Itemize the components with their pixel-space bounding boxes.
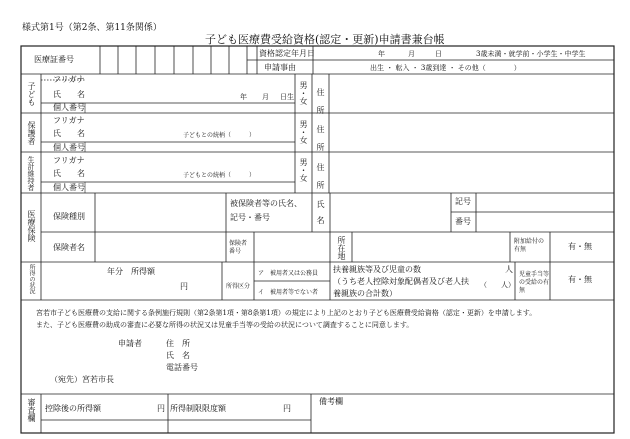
- income-limit-yen: 円: [283, 404, 291, 413]
- qual-date-label: 資格認定年月日: [259, 49, 315, 58]
- remarks-label: 備考欄: [319, 397, 343, 406]
- dependents-line2: （うち老人控除対象配偶者及び老人扶: [333, 277, 469, 286]
- child-id-label: 個人番号: [53, 103, 85, 112]
- maintainer-sex[interactable]: 男・女: [299, 158, 308, 182]
- review-section-label: 審査欄: [27, 398, 36, 422]
- insured-symbol-label: 記号・番号: [230, 213, 270, 222]
- declaration-line2: また、子ども医療費の助成の審査に必要な所得の状況又は児童手当等の受給の状況について調査することに同意します。: [36, 321, 414, 329]
- dependents-line3: 養親族の合計数）: [333, 289, 397, 298]
- child-name-label: 氏 名: [53, 90, 85, 99]
- declaration-line1: 宮若市子ども医療費の支給に関する条例施行規則（第2条第1項・第8条第1項）の規定により上記のとおり子ども医療費受給資格（認定・更新）を申請します。: [36, 309, 537, 317]
- insurer-location-label: 所在地: [337, 236, 346, 260]
- insurer-number-label: 保険者番号: [229, 240, 248, 255]
- form-number: 様式第1号（第2条、第11条関係）: [22, 23, 162, 33]
- income-section-label: 所得の状況: [28, 264, 35, 294]
- addressee: （宛先）宮若市長: [50, 375, 114, 384]
- child-birth-year: 年: [240, 93, 247, 101]
- child-furigana-label: フリガナ: [53, 75, 85, 84]
- guardian-name-label: 氏 名: [53, 129, 85, 138]
- after-deduction-label: 控除後の所得額: [45, 404, 101, 413]
- insurance-section-label: 医療保険: [27, 210, 36, 242]
- qual-date-day: 日: [435, 50, 442, 58]
- qual-date-year: 年: [378, 50, 385, 58]
- dependents-paren: （ 人）: [480, 281, 515, 289]
- category-options[interactable]: 3歳未満・就学前・小学生・中学生: [476, 50, 586, 58]
- dependents-person-unit: 人: [505, 265, 513, 274]
- applicant-label: 申請者: [118, 339, 142, 348]
- guardian-relation[interactable]: 子どもとの続柄（ ）: [183, 132, 256, 139]
- insured-name-label: 氏名: [316, 200, 325, 232]
- applicant-name-label: 氏 名: [166, 351, 190, 360]
- reason-label: 申請事由: [264, 63, 296, 72]
- income-limit-label: 所得制限限度額: [170, 404, 226, 413]
- child-section-label: 子ども: [27, 82, 36, 106]
- child-address-label: 住所: [316, 88, 325, 124]
- tax-category-label: 所得区分: [226, 283, 251, 290]
- after-deduction-yen: 円: [157, 404, 165, 413]
- child-birth-month: 月: [262, 93, 269, 101]
- tax-option-b[interactable]: イ 被用者等でない者: [258, 289, 319, 296]
- supplement-yes-no[interactable]: 有・無: [568, 242, 592, 251]
- insured-symbol: 記号: [455, 197, 471, 206]
- page-title: 子ども医療費受給資格(認定・更新)申請書兼台帳: [205, 33, 445, 46]
- income-year-label: 年分 所得額: [107, 267, 155, 276]
- applicant-address-label: 住 所: [166, 339, 190, 348]
- insurer-name-label: 保険者名: [53, 243, 85, 252]
- supplement-label: 附加給付の有無: [514, 238, 545, 253]
- maintainer-id-label: 個人番号: [53, 183, 85, 192]
- guardian-furigana-label: フリガナ: [53, 116, 85, 125]
- card-number-label: 医療証番号: [34, 55, 74, 64]
- maintainer-address-label: 住所: [316, 163, 325, 199]
- tax-option-a[interactable]: ア 被用者又は公務員: [258, 270, 319, 277]
- allowance-yes-no[interactable]: 有・無: [568, 275, 592, 284]
- insured-holder-label: 被保険者等の氏名、: [230, 199, 302, 208]
- guardian-sex[interactable]: 男・女: [299, 120, 308, 144]
- guardian-address-label: 住所: [316, 125, 325, 161]
- reason-options[interactable]: 出生 ・ 転入 ・ 3歳到達 ・ その他（ ）: [370, 64, 521, 72]
- applicant-phone-label: 電話番号: [166, 363, 198, 372]
- maintainer-relation[interactable]: 子どもとの続柄（ ）: [183, 172, 256, 179]
- guardian-id-label: 個人番号: [53, 143, 85, 152]
- dependents-line1: 扶養親族等及び児童の数: [333, 265, 421, 274]
- maintainer-section-label: 生計維持者: [27, 156, 35, 191]
- child-sex[interactable]: 男・女: [299, 81, 308, 105]
- insurance-type-label: 保険種別: [53, 212, 85, 221]
- insured-number: 番号: [455, 217, 471, 226]
- income-yen: 円: [180, 282, 188, 291]
- allowance-label: 児童手当等の受給の有無: [519, 271, 550, 294]
- maintainer-furigana-label: フリガナ: [53, 156, 85, 165]
- guardian-section-label: 保護者: [27, 121, 36, 145]
- maintainer-name-label: 氏 名: [53, 169, 85, 178]
- qual-date-month: 月: [408, 50, 415, 58]
- child-birth-day: 日生: [280, 93, 294, 101]
